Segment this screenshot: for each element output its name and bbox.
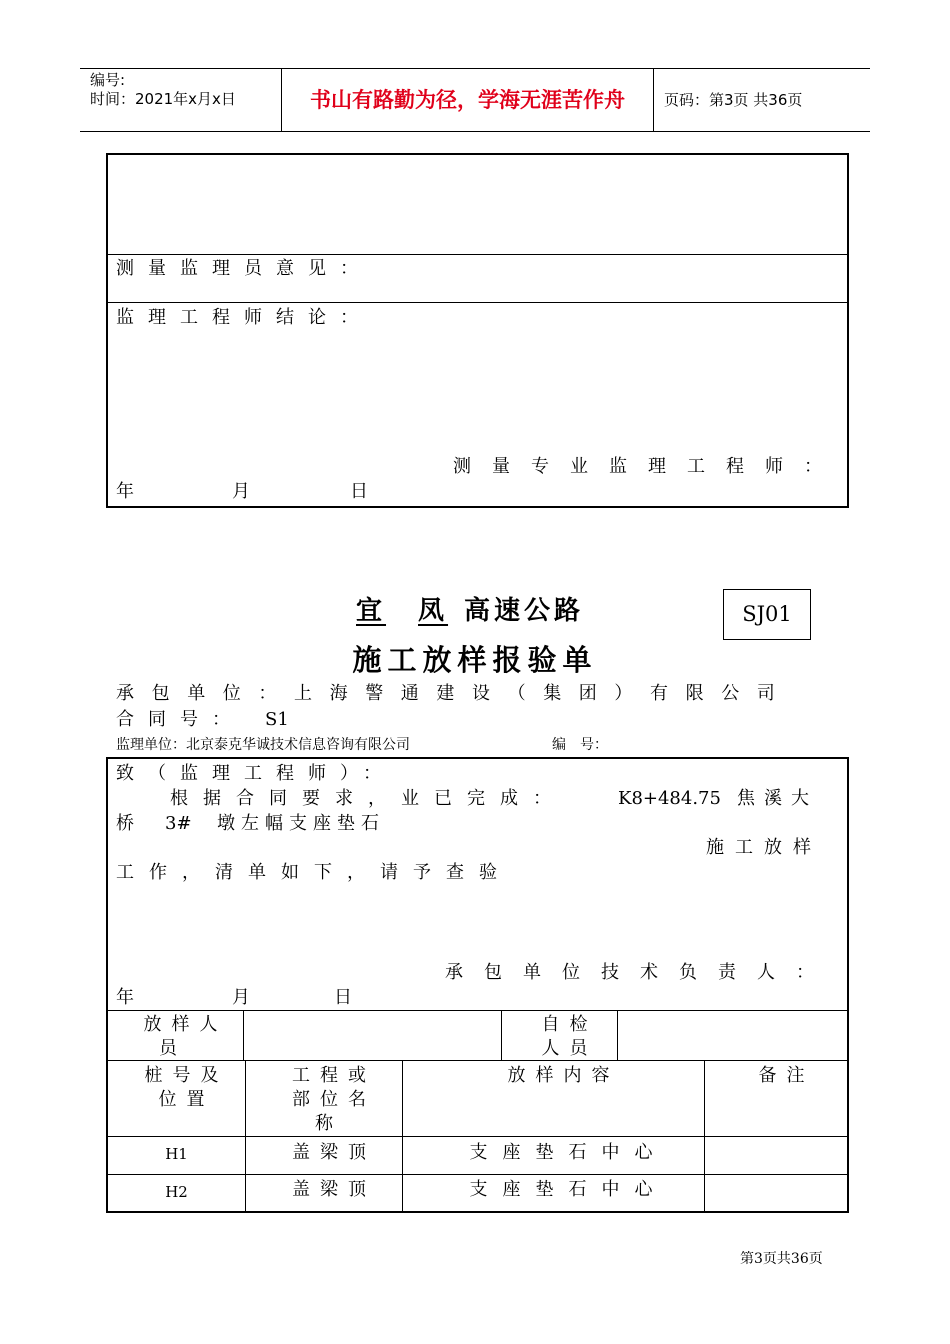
body-line1-b: K8+484.75 [618, 788, 721, 809]
row-1-part: 盖梁顶 [292, 1142, 376, 1163]
body-line1-c: 焦溪大 [737, 788, 818, 809]
upper-divider-2 [107, 302, 848, 303]
row-2-content: 支座垫石中心 [469, 1179, 668, 1200]
header-time: 时间：2021年x月x日 [90, 90, 236, 108]
row-2-part: 盖梁顶 [292, 1179, 376, 1200]
page-header [80, 68, 870, 132]
lower-date-day: 日 [334, 987, 352, 1008]
table-line-1 [107, 1010, 848, 1011]
row-1-pile: H1 [165, 1145, 188, 1163]
number-label: 编 号： [552, 737, 608, 753]
header-part-3: 称 [315, 1113, 333, 1134]
contractor-line: 承包单位：上海警通建设（集团）有限公司 [116, 683, 793, 704]
survey-engineer-label: 测量专业监理工程师： [453, 456, 843, 477]
supervisor-line: 监理单位：北京泰克华诚技术信息咨询有限公司 [116, 737, 410, 753]
lower-date-month: 月 [232, 987, 250, 1008]
table-line-3 [107, 1136, 848, 1137]
check-label-2: 人员 [541, 1038, 598, 1059]
header-meta [80, 69, 282, 131]
staff-label-2: 员 [159, 1038, 177, 1059]
header-number: 编号: [90, 71, 126, 89]
body-line4: 工作，清单如下，请予查验 [116, 862, 512, 883]
header-page: 页码：第3页 共36页 [664, 91, 803, 109]
check-label-1: 自检 [541, 1014, 598, 1035]
body-line3: 施工放样 [706, 837, 822, 858]
body-line2-a: 桥 [116, 813, 134, 834]
row-2-pile: H2 [165, 1183, 188, 1201]
upper-date-day: 日 [350, 481, 368, 502]
upper-divider-1 [107, 254, 848, 255]
form-title: 施工放样报验单 [352, 643, 598, 677]
header-part-1: 工程或 [292, 1065, 376, 1086]
engineer-conclusion-label: 监理工程师结论： [116, 307, 372, 328]
survey-opinion-label: 测量监理员意见： [116, 258, 372, 279]
contract-no-value: S1 [265, 709, 289, 730]
header-part-2: 部位名 [292, 1089, 376, 1110]
upper-date-month: 月 [232, 481, 250, 502]
body-line1-a: 根据合同要求，业已完成： [170, 788, 566, 809]
page-footer: 第3页共36页 [740, 1251, 823, 1267]
project-name-part2: 凤 [418, 596, 449, 626]
project-name-part1: 宜 [356, 596, 387, 626]
header-motto: 书山有路勤为径，学海无涯苦作舟 [282, 69, 654, 131]
body-line2-b: 3# [165, 813, 192, 834]
to-engineer-label: 致（监理工程师）： [116, 763, 395, 784]
form-code: SJ01 [723, 589, 811, 640]
project-name-suffix: 高速公路 [464, 596, 585, 626]
header-content: 放样内容 [507, 1065, 620, 1086]
upper-date-year: 年 [116, 481, 134, 502]
body-line2-c: 墩左幅支座垫石 [217, 813, 385, 834]
header-pile-1: 桩号及 [144, 1065, 229, 1086]
staff-label-1: 放样人 [143, 1014, 228, 1035]
tech-lead-label: 承包单位技术负责人： [445, 962, 835, 983]
lower-date-year: 年 [116, 987, 134, 1008]
table-line-4 [107, 1174, 848, 1175]
header-note: 备注 [758, 1065, 815, 1086]
contract-no-label: 合同号： [116, 709, 244, 730]
project-title [340, 590, 584, 627]
row-1-content: 支座垫石中心 [469, 1142, 668, 1163]
header-pile-2: 位置 [158, 1089, 215, 1110]
